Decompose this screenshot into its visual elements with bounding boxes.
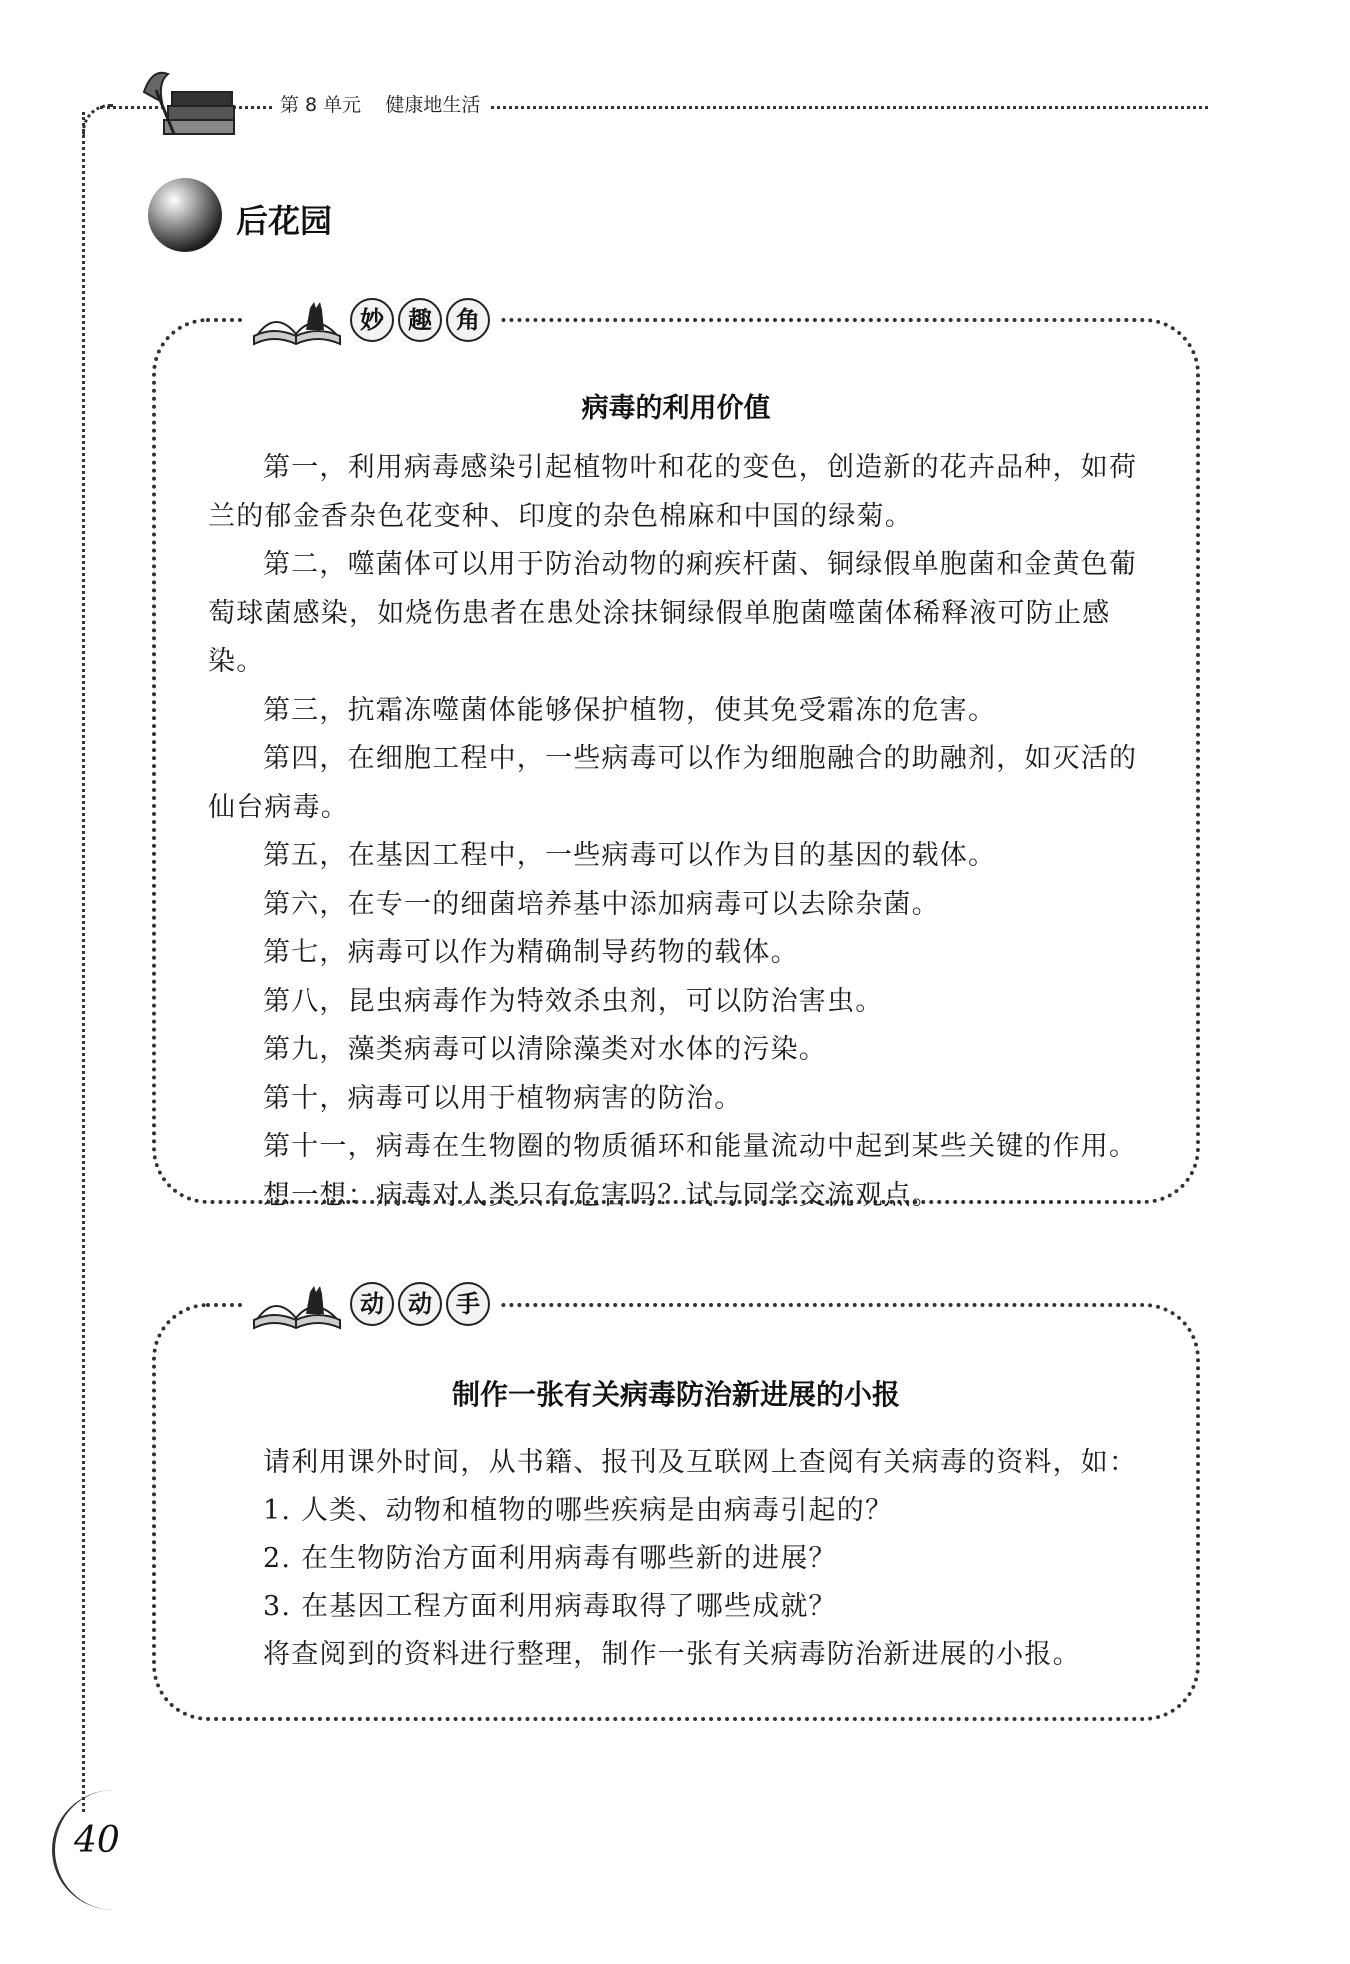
paragraph: 3. 在基因工程方面利用病毒取得了哪些成就？: [263, 1591, 837, 1622]
paragraph: 1. 人类、动物和植物的哪些疾病是由病毒引起的？: [263, 1495, 894, 1526]
paragraph: 将查阅到的资料进行整理，制作一张有关病毒防治新进展的小报。: [263, 1639, 1081, 1670]
header-dotted-line: [100, 106, 1208, 109]
book-cat-icon: [250, 290, 346, 350]
paragraph: 第七，病毒可以作为精确制导药物的载体。: [263, 937, 799, 968]
frame-corner: [82, 104, 115, 137]
paragraph: 第八，昆虫病毒作为特效杀虫剂，可以防治害虫。: [263, 985, 884, 1017]
book-cat-icon: [250, 1274, 346, 1334]
tab-char: 妙: [350, 298, 394, 342]
paragraph-list: [208, 444, 1158, 1220]
tab-char: 动: [350, 1282, 394, 1326]
paragraph: 想一想：病毒对人类只有危害吗？试与同学交流观点。: [263, 1179, 940, 1211]
paragraph: 2. 在生物防治方面利用病毒有哪些新的进展？: [263, 1543, 837, 1574]
hands-on-box: [152, 1303, 1200, 1721]
globe-icon: [146, 176, 224, 254]
tab-char: 趣: [398, 298, 442, 342]
paragraph: 第五，在基因工程中，一些病毒可以作为目的基因的载体。: [263, 840, 997, 871]
tab-char: 角: [446, 298, 490, 342]
box-title: 制作一张有关病毒防治新进展的小报: [451, 1378, 900, 1411]
paragraph: 第一，利用病毒感染引起植物叶和花的变色，创造新的花卉品种，如荷兰的郁金香杂色花变种、印度的杂色棉麻和中国的绿菊。: [208, 452, 1138, 532]
page-number: 40: [74, 1820, 120, 1861]
section-title: 后花园: [236, 202, 333, 240]
tab-char: 手: [446, 1282, 490, 1326]
fun-corner-tab: [244, 290, 500, 350]
paragraph: 请利用课外时间，从书籍、报刊及互联网上查阅有关病毒的资料，如：: [263, 1447, 1138, 1478]
paragraph: 第四，在细胞工程中，一些病毒可以作为细胞融合的助融剂，如灭活的仙台病毒。: [208, 743, 1138, 823]
books-icon: [138, 62, 242, 144]
paragraph: 第二，噬菌体可以用于防治动物的痢疾杆菌、铜绿假单胞菌和金黄色葡萄球菌感染，如烧伤患者在患处涂抹铜绿假单胞菌噬菌体稀释液可防止感染。: [208, 549, 1138, 677]
fun-corner-box: [152, 318, 1200, 1211]
paragraph: 第三，抗霜冻噬菌体能够保护植物，使其免受霜冻的危害。: [263, 694, 997, 726]
paragraph: 第九，藻类病毒可以清除藻类对水体的污染。: [263, 1034, 827, 1065]
paragraph: 第六，在专一的细菌培养基中添加病毒可以去除杂菌。: [263, 888, 940, 920]
unit-header: 第 8 单元 健康地生活: [272, 92, 488, 118]
paragraph: 第十，病毒可以用于植物病害的防治。: [263, 1082, 743, 1114]
box-title: 病毒的利用价值: [581, 393, 771, 424]
hands-on-tab: [244, 1274, 500, 1334]
tab-char: 动: [398, 1282, 442, 1326]
left-dotted-border: [82, 112, 85, 1812]
paragraph-list: [208, 1439, 1158, 1679]
paragraph: 第十一，病毒在生物圈的物质循环和能量流动中起到某些关键的作用。: [263, 1131, 1138, 1162]
